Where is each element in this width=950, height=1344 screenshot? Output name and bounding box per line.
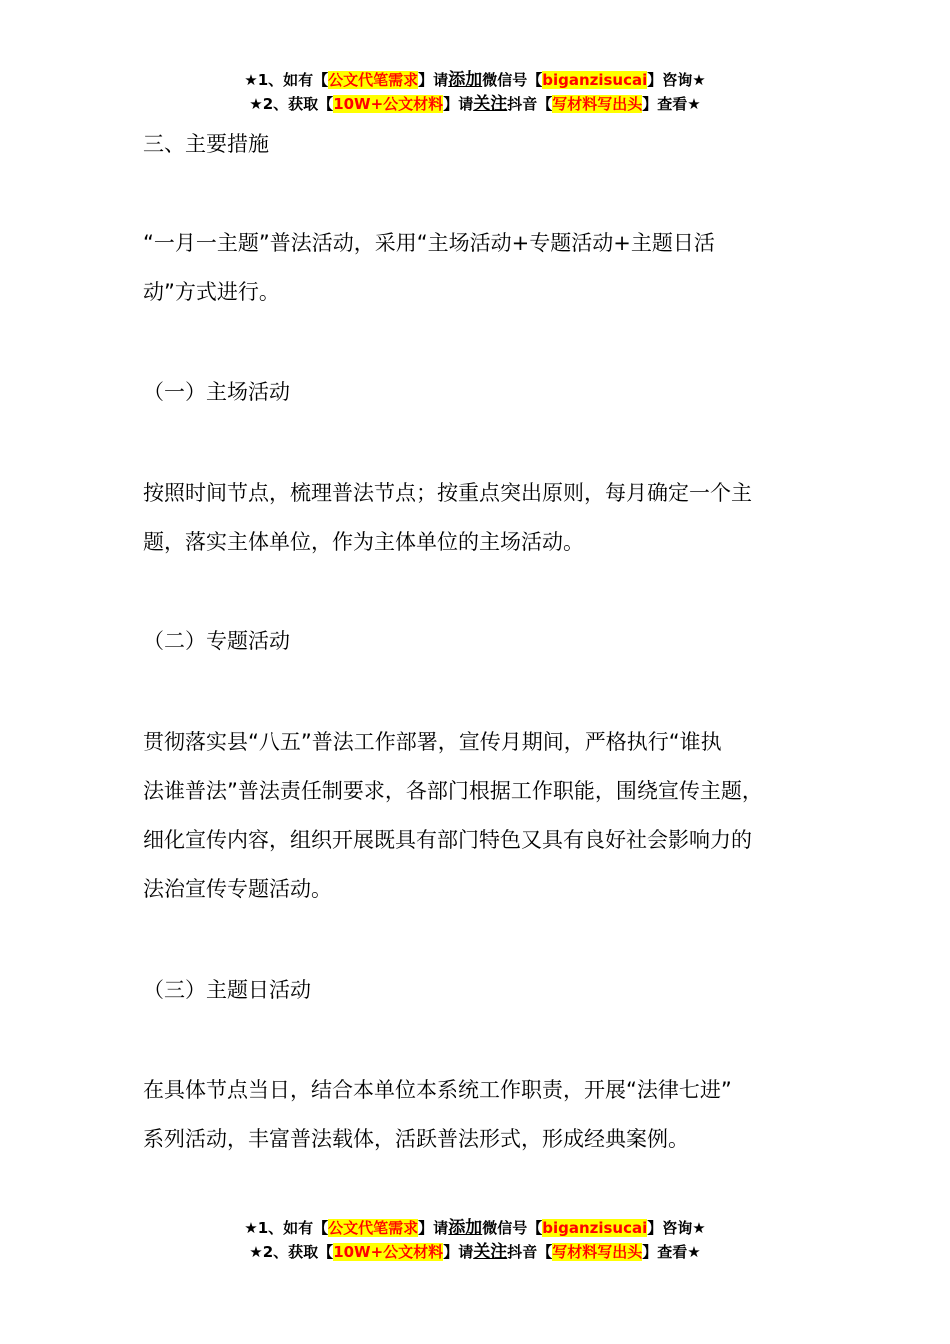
header-promo-banner (0, 68, 950, 116)
promo-text: 】请 (418, 71, 449, 89)
promo-underlined: 添加 (448, 1218, 483, 1238)
promo-underlined: 关注 (473, 1242, 508, 1262)
promo-text: 】查看★ (642, 95, 701, 113)
promo-text: 】咨询★ (647, 1219, 706, 1237)
promo-line-1 (0, 1216, 950, 1240)
paragraph-line: 在具体节点当日，结合本单位本系统工作职责，开展“法律七进” (143, 1078, 732, 1102)
paragraph-line: 细化宣传内容，组织开展既具有部门特色又具有良好社会影响力的 (143, 828, 752, 852)
section-title-text: 三、主要措施 (143, 132, 269, 156)
paragraph-line: 系列活动，丰富普法载体，活跃普法形式，形成经典案例。 (143, 1127, 689, 1151)
promo-line-2 (0, 92, 950, 116)
promo-text: 】请 (443, 95, 474, 113)
subheading-text: （三）主题日活动 (143, 978, 311, 1002)
promo-text: ★1、如有【 (244, 1219, 329, 1237)
paragraph-line: 法治宣传专题活动。 (143, 877, 332, 901)
promo-line-1 (0, 68, 950, 92)
promo-underlined: 添加 (448, 70, 483, 90)
main-activity-paragraph (143, 469, 833, 567)
promo-highlight: 公文代笔需求 (328, 1219, 419, 1237)
paragraph-line: 题，落实主体单位，作为主体单位的主场活动。 (143, 530, 584, 554)
promo-text: 】咨询★ (647, 71, 706, 89)
promo-text: 抖音【 (507, 95, 553, 113)
special-activity-paragraph (143, 718, 833, 914)
promo-highlight: 10W+公文材料 (333, 1243, 444, 1261)
paragraph-line: 法谁普法”普法责任制要求，各部门根据工作职能，围绕宣传主题， (143, 779, 763, 803)
subheading-main-activity (143, 368, 833, 417)
theme-day-paragraph (143, 1066, 833, 1164)
promo-wechat-id: biganzisucai (542, 71, 648, 89)
section-title (143, 120, 833, 169)
promo-line-2 (0, 1240, 950, 1264)
paragraph-line: 按照时间节点，梳理普法节点；按重点突出原则，每月确定一个主 (143, 481, 752, 505)
subheading-text: （二）专题活动 (143, 629, 290, 653)
intro-paragraph (143, 219, 833, 317)
promo-text: 微信号【 (482, 71, 543, 89)
promo-text: 微信号【 (482, 1219, 543, 1237)
promo-text: ★2、获取【 (249, 95, 334, 113)
subheading-text: （一）主场活动 (143, 380, 290, 404)
promo-underlined: 关注 (473, 94, 508, 114)
promo-douyin-name: 写材料写出头 (552, 95, 643, 113)
promo-text: 抖音【 (507, 1243, 553, 1261)
subheading-theme-day-activity (143, 966, 833, 1015)
paragraph-line: 贯彻落实县“八五”普法工作部署，宣传月期间，严格执行“谁执 (143, 730, 722, 754)
paragraph-line: “一月一主题”普法活动，采用“主场活动+专题活动+主题日活 (143, 231, 715, 255)
promo-highlight: 10W+公文材料 (333, 95, 444, 113)
promo-highlight: 公文代笔需求 (328, 71, 419, 89)
promo-douyin-name: 写材料写出头 (552, 1243, 643, 1261)
promo-text: 】请 (418, 1219, 449, 1237)
promo-text: 】查看★ (642, 1243, 701, 1261)
promo-wechat-id: biganzisucai (542, 1219, 648, 1237)
footer-promo-banner (0, 1216, 950, 1264)
promo-text: ★1、如有【 (244, 71, 329, 89)
promo-text: ★2、获取【 (249, 1243, 334, 1261)
promo-text: 】请 (443, 1243, 474, 1261)
subheading-special-activity (143, 617, 833, 666)
paragraph-line: 动”方式进行。 (143, 280, 280, 304)
